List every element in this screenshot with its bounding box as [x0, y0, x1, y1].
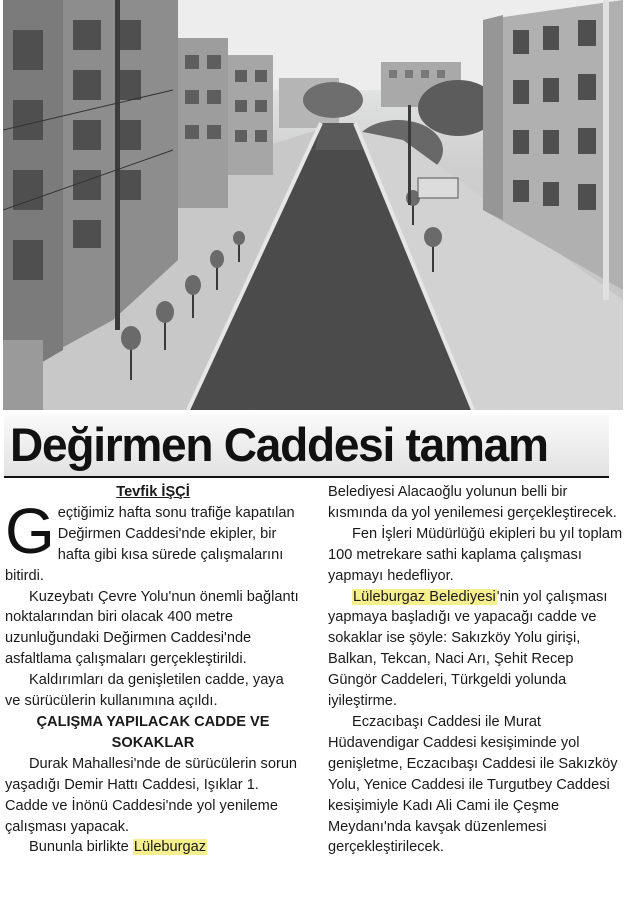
- headline: Değirmen Caddesi tamam: [10, 418, 548, 471]
- paragraph: Durak Mahallesi'nde de sürücülerin sorun yaşadığı Demir Hattı Caddesi, Işıklar 1. Cadde ve İnönü Caddesi'nde yol yenileme çalışması yapacak.: [5, 755, 298, 835]
- street-photo: [3, 0, 623, 410]
- subheading: ÇALIŞMA YAPILACAK CADDE VE SOKAKLAR: [36, 713, 270, 751]
- article-column-left: [5, 482, 301, 858]
- highlighted-text: Lüleburgaz: [133, 839, 207, 856]
- paragraph: Belediyesi Alacaoğlu yolunun belli bir kısmında da yol yenilemesi gerçekleştirecek.: [328, 484, 617, 521]
- paragraph-text: Bununla birlikte: [29, 839, 133, 856]
- paragraph-text: 'nin yol çalışması yapmaya başladığı ve yapacağı cadde ve sokaklar ise şöyle: Sakızköy Yolu girişi, Balkan, Tekcan, Naci Arı, Şehit Recep Güngör Caddeleri, Türkgeldi yolunda iyileştirme.: [328, 588, 608, 710]
- article-column-right: [328, 482, 624, 858]
- paragraph: Eczacıbaşı Caddesi ile Murat Hüdavendigar Caddesi kesişiminde yol genişletme, Eczacıbaşı Caddesi ile Sakızköy Yolu, Yenice Caddesi ile Turgutbey Caddesi kesişimiyle Kadı Ali Cami ile Çeşme Meydanı'nda kavşak düzenlemesi gerçekleştirilecek.: [328, 713, 618, 856]
- byline: Tevfik İŞÇİ: [116, 484, 190, 500]
- paragraph: [5, 837, 301, 858]
- paragraph: [328, 587, 624, 712]
- street-illustration: [3, 0, 623, 410]
- paragraph: Fen İşleri Müdürlüğü ekipleri bu yıl toplam 100 metrekare sathi kaplama çalışması yapmayı hedefliyor.: [328, 525, 623, 584]
- lead-text: eçtiğimiz hafta sonu trafiğe kapatılan Değirmen Caddesi'nde ekipler, bir hafta gibi kısa sürede çalışmalarını bitirdi.: [5, 504, 295, 584]
- lead-paragraph: [5, 494, 301, 587]
- paragraph: Kuzeybatı Çevre Yolu'nun önemli bağlantı noktalarından biri olacak 400 metre uzunluğundaki Değirmen Caddesi'nde asfaltlama çalışmaları gerçekleştirildi.: [5, 588, 299, 668]
- paragraph: Kaldırımları da genişletilen cadde, yaya ve sürücülerin kullanımına açıldı.: [5, 672, 284, 710]
- drop-cap: G: [5, 494, 55, 567]
- highlighted-text: Lüleburgaz Belediyesi: [353, 588, 496, 605]
